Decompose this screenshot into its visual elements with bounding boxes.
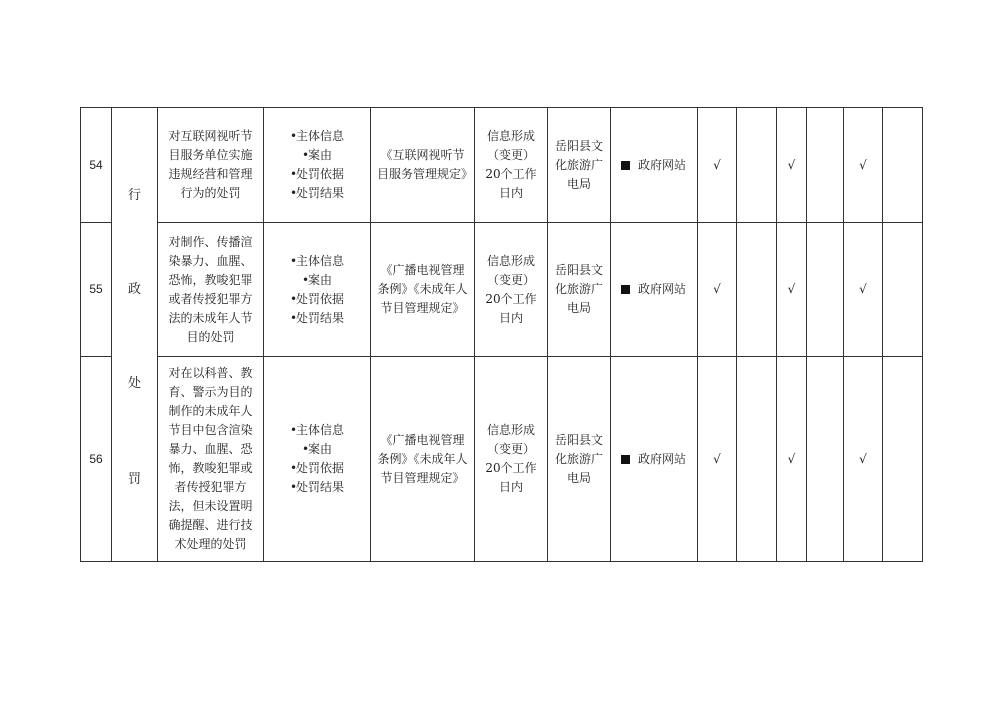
content-item: 处罚结果	[295, 480, 344, 494]
check-cell	[737, 223, 777, 357]
item-name: 对制作、传播渲染暴力、血腥、恐怖，教唆犯罪或者传授犯罪方法的未成年人节目的处罚	[168, 234, 253, 344]
filled-square-icon	[621, 161, 630, 170]
table-row	[81, 108, 923, 223]
dept-cell	[548, 357, 611, 562]
table-row	[81, 223, 923, 357]
category-char: 行	[127, 188, 141, 203]
check-cell: √	[698, 223, 737, 357]
table-row	[81, 357, 923, 562]
row-number: 55	[81, 223, 112, 357]
check-cell	[807, 357, 844, 562]
check-cell	[883, 357, 923, 562]
category-cell	[112, 108, 158, 562]
check-cell: √	[844, 108, 883, 223]
row-number: 54	[81, 108, 112, 223]
check-cell: √	[777, 357, 807, 562]
basis-cell	[371, 223, 475, 357]
time-limit: 信息形成（变更）20个工作日内	[485, 129, 537, 200]
dept-cell	[548, 108, 611, 223]
basis-cell	[371, 108, 475, 223]
content-item: 主体信息	[295, 129, 344, 143]
check-cell	[807, 223, 844, 357]
check-cell: √	[777, 223, 807, 357]
item-name-cell	[158, 223, 264, 357]
check-cell: √	[844, 357, 883, 562]
content-cell: •主体信息 •案由 •处罚依据 •处罚结果	[264, 357, 371, 562]
time-cell	[475, 223, 548, 357]
content-item: 处罚结果	[295, 186, 344, 200]
disclosure-table	[80, 107, 923, 562]
content-item: 处罚依据	[295, 167, 344, 181]
legal-basis: 《互联网视听节目服务管理规定》	[377, 148, 474, 181]
legal-basis: 《广播电视管理条例》《未成年人节目管理规定》	[377, 432, 468, 485]
check-cell: √	[698, 357, 737, 562]
check-cell: √	[698, 108, 737, 223]
category-char: 处	[127, 376, 141, 391]
category-char: 罚	[127, 472, 141, 487]
item-name-cell	[158, 357, 264, 562]
legal-basis: 《广播电视管理条例》《未成年人节目管理规定》	[377, 263, 468, 315]
department: 岳阳县文化旅游广电局	[554, 138, 603, 191]
content-item: 处罚依据	[295, 461, 344, 475]
row-number: 56	[81, 357, 112, 562]
department: 岳阳县文化旅游广电局	[554, 263, 603, 315]
content-cell: •主体信息 •案由 •处罚依据 •处罚结果	[264, 223, 371, 357]
check-cell	[807, 108, 844, 223]
content-item: 案由	[307, 442, 332, 456]
content-cell: •主体信息 •案由 •处罚依据 •处罚结果	[264, 108, 371, 223]
content-item: 案由	[307, 148, 332, 162]
department: 岳阳县文化旅游广电局	[554, 432, 603, 485]
check-cell	[883, 108, 923, 223]
check-cell: √	[844, 223, 883, 357]
filled-square-icon	[621, 455, 630, 464]
item-name: 对互联网视听节目服务单位实施违规经营和管理行为的处罚	[168, 129, 253, 200]
check-cell	[883, 223, 923, 357]
channel-label: 政府网站	[638, 282, 687, 296]
item-name: 对在以科普、教育、警示为目的制作的未成年人节目中包含渲染暴力、血腥、恐怖，教唆犯罪或者传授犯罪方法，但未设置明确提醒、进行技术处理的处罚	[168, 366, 253, 551]
time-limit: 信息形成（变更）20个工作日内	[485, 423, 537, 494]
time-limit: 信息形成（变更）20个工作日内	[485, 253, 537, 325]
channel-cell	[611, 357, 698, 562]
category-char: 政	[127, 282, 141, 297]
check-cell: √	[777, 108, 807, 223]
channel-cell	[611, 108, 698, 223]
content-item: 案由	[307, 272, 332, 287]
content-item: 主体信息	[295, 253, 344, 268]
content-item: 主体信息	[295, 423, 344, 437]
filled-square-icon	[621, 285, 630, 294]
check-cell	[737, 357, 777, 562]
content-item: 处罚依据	[295, 291, 344, 306]
channel-label: 政府网站	[638, 157, 687, 172]
dept-cell	[548, 223, 611, 357]
time-cell	[475, 357, 548, 562]
check-cell	[737, 108, 777, 223]
channel-cell	[611, 223, 698, 357]
channel-label: 政府网站	[638, 451, 687, 466]
time-cell	[475, 108, 548, 223]
content-item: 处罚结果	[295, 310, 344, 325]
item-name-cell	[158, 108, 264, 223]
basis-cell	[371, 357, 475, 562]
